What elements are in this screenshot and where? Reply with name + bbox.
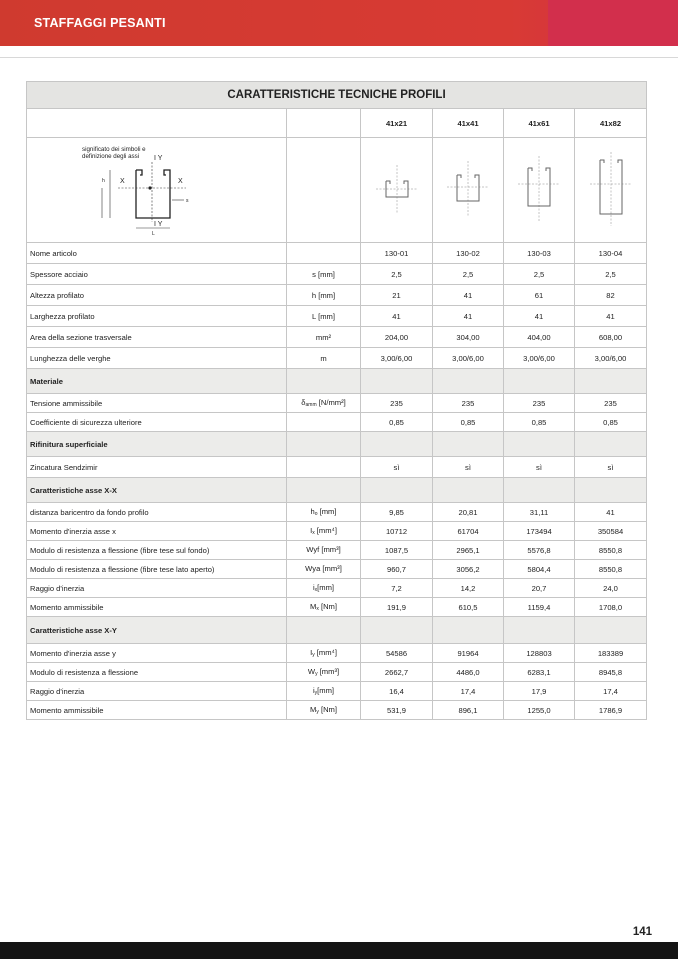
section-header-asse-xy: Caratteristiche asse X-Y: [27, 617, 647, 644]
header-divider: [0, 57, 678, 58]
table-row: Tensione ammissibile $\delta_{amm}$ [N/mm²] 235 235 235 235: [27, 394, 647, 413]
page-header: [0, 0, 678, 46]
svg-text:h: h: [102, 178, 105, 184]
spec-table: [26, 81, 647, 720]
table-title: CARATTERISTICHE TECNICHE PROFILI: [27, 82, 647, 109]
table-row: Altezza profilato h [mm] 21 41 61 82: [27, 285, 647, 306]
svg-text:X: X: [120, 178, 125, 185]
profile-41x21-diagram: [361, 138, 433, 243]
header-blank: [287, 109, 361, 138]
section-title: STAFFAGGI PESANTI: [34, 16, 166, 30]
legend-line-1: significato dei simboli e: [82, 146, 146, 153]
profile-41x82-diagram: [575, 138, 647, 243]
table-row: Coefficiente di sicurezza ulteriore 0,85 0,85 0,85 0,85: [27, 413, 647, 432]
legend-cell: [27, 138, 287, 243]
base-rows: [27, 243, 647, 369]
table-row: Raggio d'inerzia $i_x[mm]$ 7,2 14,2 20,7 24,0: [27, 579, 647, 598]
table-row: Momento ammissibile $M_y$ [Nm] 531,9 896,1 1255,0 1786,9: [27, 701, 647, 720]
svg-text:s: s: [186, 198, 189, 204]
table-row: Nome articolo 130-01 130-02 130-03 130-04: [27, 243, 647, 264]
table-row: Modulo di resistenza a flessione $W_y$ [mm³] 2662,7 4486,0 6283,1 8945,8: [27, 663, 647, 682]
legend-blank: [287, 138, 361, 243]
column-header: 41x41: [433, 109, 504, 138]
profile-41x61-diagram: [504, 138, 575, 243]
svg-text:I Y: I Y: [154, 155, 163, 162]
table-row: Area della sezione trasversale mm² 204,00 304,00 404,00 608,00: [27, 327, 647, 348]
section-header-materiale: Materiale: [27, 369, 647, 394]
column-header: 41x82: [575, 109, 647, 138]
header-blank: [27, 109, 287, 138]
svg-text:X: X: [178, 178, 183, 185]
table-row: Larghezza profilato L [mm] 41 41 41 41: [27, 306, 647, 327]
page-number: 141: [632, 926, 652, 938]
table-row: Raggio d'inerzia $i_y[mm]$ 16,4 17,4 17,9 17,4: [27, 682, 647, 701]
page-footer-bar: [0, 942, 678, 959]
column-header: 41x21: [361, 109, 433, 138]
table-row: Momento ammissibile $M_x$ [Nm] 191,9 610,5 1159,4 1708,0: [27, 598, 647, 617]
section-header-rifinitura: Rifinitura superficiale: [27, 432, 647, 457]
table-row: Modulo di resistenza a flessione (fibre tese sul fondo) Wyf [mm³] 1087,5 2965,1 5576,8 8550,8: [27, 541, 647, 560]
column-header: 41x61: [504, 109, 575, 138]
table-row: Modulo di resistenza a flessione (fibre tese lato aperto) Wya [mm³] 960,7 3056,2 5804,4 8550,8: [27, 560, 647, 579]
table-row: Spessore acciaio s [mm] 2,5 2,5 2,5 2,5: [27, 264, 647, 285]
profile-41x41-diagram: [433, 138, 504, 243]
table-row: Lunghezza delle verghe m 3,00/6,00 3,00/6,00 3,00/6,00 3,00/6,00: [27, 348, 647, 369]
header-accent: [548, 0, 678, 46]
table-row: Momento d'inerzia asse x $I_x$ [mm⁴] 10712 61704 173494 350584: [27, 522, 647, 541]
table-row: Zincatura Sendzimir sì sì sì sì: [27, 457, 647, 478]
legend-line-2: definizione degli assi: [82, 153, 140, 160]
svg-text:L: L: [152, 231, 155, 237]
svg-text:I Y: I Y: [154, 221, 163, 228]
section-header-asse-xx: Caratteristiche asse X-X: [27, 478, 647, 503]
axis-legend-diagram: [80, 142, 200, 238]
table-row: Momento d'inerzia asse y $I_y$ [mm⁴] 54586 91964 128803 183389: [27, 644, 647, 663]
table-row: distanza baricentro da fondo profilo $h_o$ [mm] 9,85 20,81 31,11 41: [27, 503, 647, 522]
